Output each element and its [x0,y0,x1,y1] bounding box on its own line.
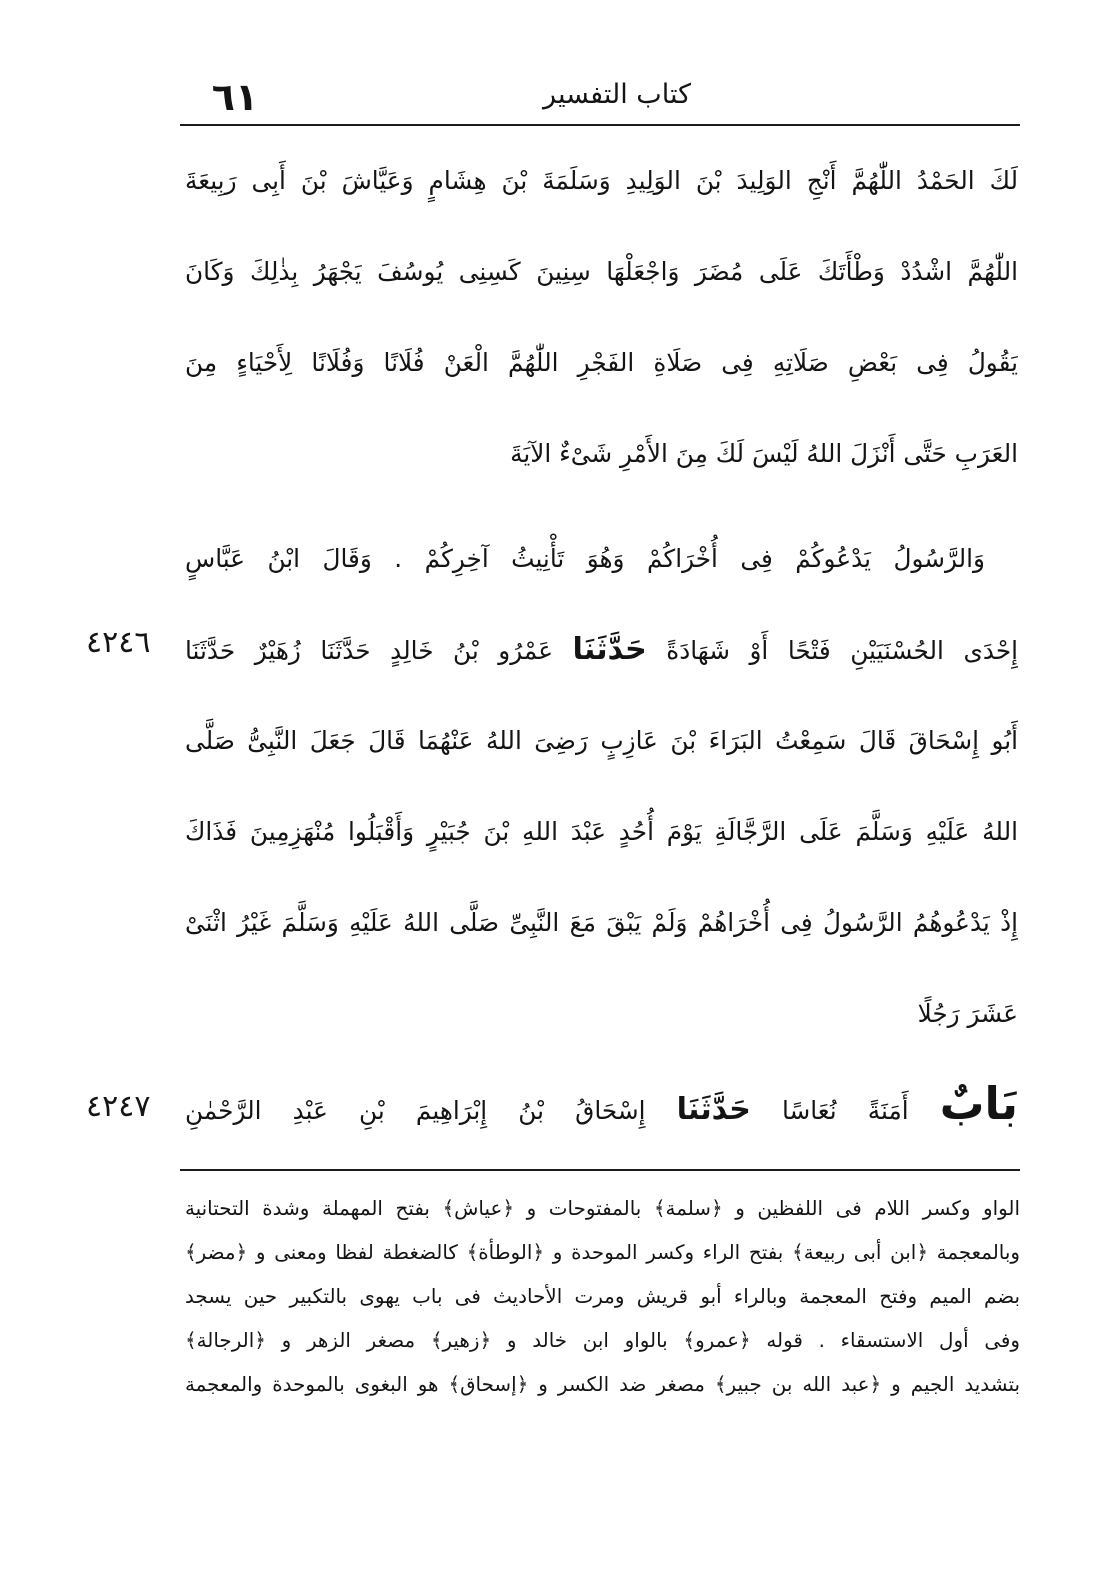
line-text: أَبُو إِسْحَاقَ قَالَ سَمِعْتُ البَرَاءَ بْنَ عَازِبٍ رَضِىَ اللهُ عَنْهُمَا قَالَ جَعَلَ النَّبِىُّ صَلَّى [185,726,1018,755]
hadith-number: ٤٢٤٧ [86,1089,151,1124]
footnote-line [185,1187,1020,1231]
footnotes [185,1187,1020,1407]
line-segment: إِسْحَاقُ بْنُ إِبْرَاهِيمَ بْنِ عَبْدِ الرَّحْمٰنِ [185,1096,646,1125]
footnote-text: الواو وكسر اللام فى اللفظين و ﴿سلمة﴾ بالمفتوحات و ﴿عياش﴾ بفتح المهملة وشدة التحتانية [185,1197,1020,1220]
text-line [185,786,1018,877]
chapter-heading-bab: بَابٌ [939,1078,1018,1130]
footnote-line [185,1275,1020,1319]
page-number: ٦١ [211,75,259,119]
text-line [185,877,1018,968]
haddathana-marker: حَدَّثَنَا [676,1092,751,1127]
footnote-rule [180,1169,1020,1171]
text-line [185,604,1018,695]
footnote-text: بضم الميم وفتح المعجمة وبالراء أبو قريش ومرت الأحاديث فى باب يهوى بالتكبير حين يسجد [185,1285,1020,1308]
line-text: يَقُولُ فِى بَعْضِ صَلَاتِهِ فِى صَلَاةِ الفَجْرِ اللّٰهُمَّ الْعَنْ فُلَانًا وَفُلَانًا لِأَحْيَاءٍ مِنَ [185,348,1018,377]
text-line [185,695,1018,786]
line-text: اللهُ عَلَيْهِ وَسَلَّمَ عَلَى الرَّجَّالَةِ يَوْمَ أُحُدٍ عَبْدَ اللهِ بْنَ جُبَيْرٍ وَأَقْبَلُوا مُنْهَزِمِينَ فَذَاكَ [185,817,1018,846]
line-text: عَشَرَ رَجُلًا [917,999,1018,1028]
footnote-text: وفى أول الاستسقاء . قوله ﴿عمرو﴾ بالواو ابن خالد و ﴿زهير﴾ مصغر الزهر و ﴿الرجالة﴾ [185,1329,1020,1352]
line-text [185,1078,1018,1130]
header-rule [180,124,1020,126]
line-text: وَالرَّسُولُ يَدْعُوكُمْ فِى أُخْرَاكُمْ وَهُوَ تَأْنِيثُ آخِرِكُمْ . وَقَالَ ابْنُ عَبَّاسٍ [185,544,985,573]
footnote-line [185,1363,1020,1407]
chapter-line [185,1059,1018,1150]
text-line [185,317,1018,408]
text-line [185,226,1018,317]
line-text: إِذْ يَدْعُوهُمُ الرَّسُولُ فِى أُخْرَاهُمْ وَلَمْ يَبْقَ مَعَ النَّبِىِّ صَلَّى اللهُ عَلَيْهِ وَسَلَّمَ غَيْرُ اثْنَىْ [185,908,1018,937]
line-segment: عَمْرُو بْنُ خَالِدٍ حَدَّثَنَا زُهَيْرٌ حَدَّثَنَا [185,636,553,665]
text-line [185,513,1018,604]
footnote-line [185,1319,1020,1363]
text-line [185,968,1018,1059]
footnote-text: وبالمعجمة ﴿ابن أبى ربيعة﴾ بفتح الراء وكسر الموحدة و ﴿الوطأة﴾ كالضغطة لفظا ومعنى و ﴿مضر﴾ [185,1241,1020,1264]
line-text: العَرَبِ حَتَّى أَنْزَلَ اللهُ لَيْسَ لَكَ مِنَ الأَمْرِ شَىْءٌ الآيَةَ [510,439,1018,468]
hadith-number: ٤٢٤٦ [86,625,151,660]
footnote-line [185,1231,1020,1275]
line-text [185,632,1018,667]
text-line [185,408,1018,499]
line-text: اللّٰهُمَّ اشْدُدْ وَطْأَتَكَ عَلَى مُضَرَ وَاجْعَلْهَا سِنِينَ كَسِنِى يُوسُفَ يَجْهَرُ بِذٰلِكَ وَكَانَ [185,257,1018,286]
main-text [185,135,1018,1150]
line-text: لَكَ الحَمْدُ اللّٰهُمَّ أَنْجِ الوَلِيدَ بْنَ الوَلِيدِ وَسَلَمَةَ بْنَ هِشَامٍ وَعَيَّاشَ بْنَ أَبِى رَبِيعَةَ [185,166,1018,195]
line-segment: إِحْدَى الحُسْنَيَيْنِ فَتْحًا أَوْ شَهَادَةً [666,636,1018,665]
text-line [185,135,1018,226]
footnote-text: بتشديد الجيم و ﴿عبد الله بن جبير﴾ مصغر ضد الكسر و ﴿إسحاق﴾ هو البغوى بالموحدة والمعجمة [185,1373,1020,1396]
running-title: كتاب التفسير [543,79,691,110]
haddathana-marker: حَدَّثَنَا [572,632,647,667]
line-segment: أَمَنَةً نُعَاسًا [781,1096,909,1125]
